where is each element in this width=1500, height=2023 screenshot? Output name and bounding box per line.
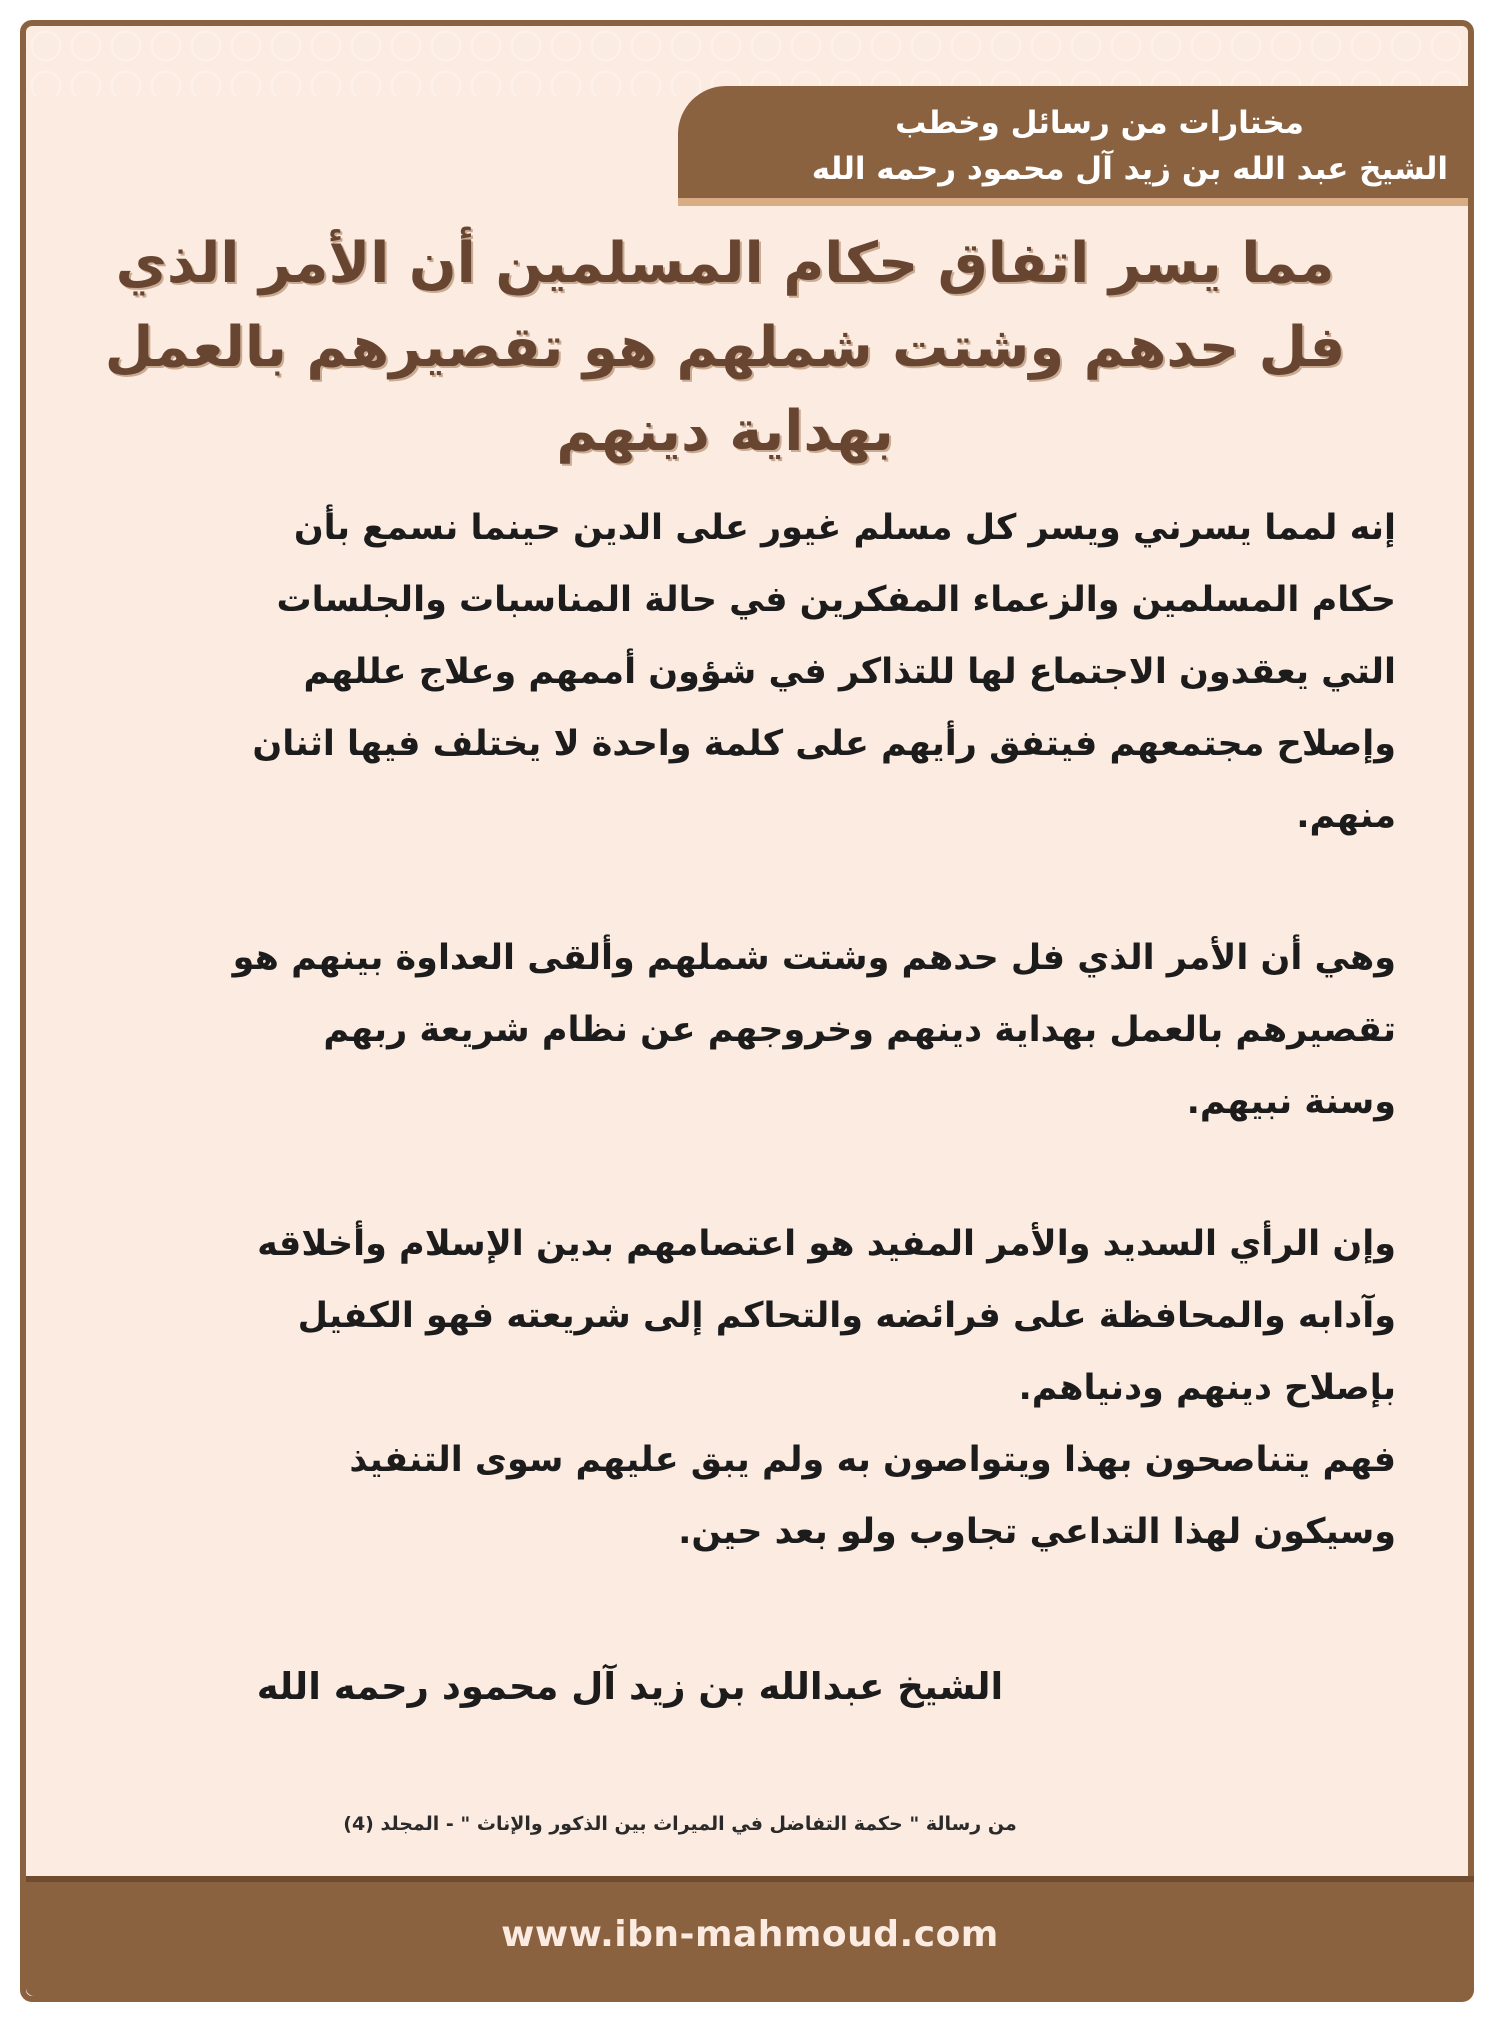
- body-line: تقصيرهم بالعمل بهداية دينهم وخروجهم عن نظام شريعة ربهم: [323, 1010, 1396, 1050]
- body-line: وإن الرأي السديد والأمر المفيد هو اعتصامهم بدين الإسلام وأخلاقه: [257, 1224, 1396, 1264]
- author-signature: الشيخ عبدالله بن زيد آل محمود رحمه الله: [256, 1665, 1004, 1708]
- paragraph-gap: [90, 852, 1396, 922]
- article-body: [90, 492, 1396, 1568]
- header-accent-line: [678, 198, 1468, 206]
- body-line: منهم.: [1296, 796, 1396, 836]
- body-line: وآدابه والمحافظة على فرائضه والتحاكم إلى شريعته فهو الكفيل: [297, 1296, 1396, 1336]
- title-line: مما يسر اتفاق حكام المسلمين أن الأمر الذي: [115, 231, 1335, 296]
- title-line: بهداية دينهم: [556, 399, 894, 464]
- header-series-title: مختارات من رسائل وخطب: [895, 105, 1304, 141]
- header-author-name: الشيخ عبد الله بن زيد آل محمود رحمه الله: [811, 151, 1448, 187]
- body-line: إنه لمما يسرني ويسر كل مسلم غيور على الدين حينما نسمع بأن: [293, 508, 1396, 548]
- footer-top-line: [26, 1876, 1474, 1882]
- website-url[interactable]: www.ibn-mahmoud.com: [501, 1914, 999, 1955]
- body-line: بإصلاح دينهم ودنياهم.: [1018, 1368, 1396, 1408]
- body-line: وسنة نبيهم.: [1186, 1082, 1396, 1122]
- title-line: فل حدهم وشتت شملهم هو تقصيرهم بالعمل: [104, 315, 1346, 380]
- body-line: فهم يتناصحون بهذا ويتواصون به ولم يبق عليهم سوى التنفيذ: [349, 1440, 1396, 1480]
- source-citation: من رسالة " حكمة التفاضل في الميراث بين الذكور والإناث " - المجلد (4): [343, 1813, 1017, 1835]
- body-line: وسيكون لهذا التداعي تجاوب ولو بعد حين.: [678, 1512, 1396, 1552]
- paragraph-gap: [90, 1138, 1396, 1208]
- article-title: [80, 222, 1370, 474]
- body-line: حكام المسلمين والزعماء المفكرين في حالة المناسبات والجلسات: [276, 580, 1396, 620]
- header-band: [678, 86, 1468, 206]
- body-line: وهي أن الأمر الذي فل حدهم وشتت شملهم وألقى العداوة بينهم هو: [232, 938, 1396, 978]
- body-line: وإصلاح مجتمعهم فيتفق رأيهم على كلمة واحدة لا يختلف فيها اثنان: [252, 724, 1396, 764]
- body-line: التي يعقدون الاجتماع لها للتذاكر في شؤون أممهم وعلاج عللهم: [303, 652, 1396, 692]
